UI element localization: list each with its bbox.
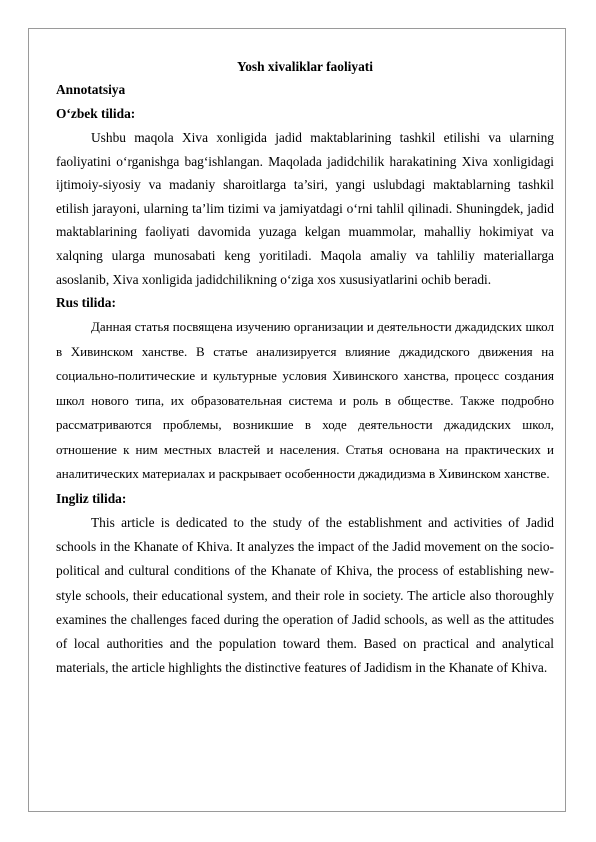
annotation-heading: Annotatsiya — [56, 82, 126, 97]
abstract-uzbek: Ushbu maqola Xiva xonligida jadid maktablarining tashkil etilishi va ularning faoliyatini o‘rganishga bag‘ishlangan. Maqolada jadidchilik harakatining Xiva xonligidagi ijtimoiy-siyosiy va madaniy sharoitlarga ta’siri, yangi uslubdagi maktablarning tashkil etilish jarayoni, ularning ta’lim tizimi va jamiyatdagi o‘rni tahlil qilinadi. Shuningdek, jadid maktablarining faoliyati davomida yuzaga kelgan muammolar, mahalliy hokimiyat va xalqning ularga munosabati keng yoritiladi. Maqola amaliy va tahliliy materiallarga asoslanib, Xiva xonligida jadidchilikning o‘ziga xos xususiyatlarini ochib beradi. — [56, 130, 554, 287]
section-label-russian: Rus tilida: — [56, 295, 116, 311]
document-body — [56, 57, 554, 681]
document-title: Yosh xivaliklar faoliyati — [237, 59, 373, 74]
abstract-english: This article is dedicated to the study of the establishment and activities of Jadid schools in the Khanate of Khiva. It analyzes the impact of the Jadid movement on the socio-political and cultural conditions of the Khanate of Khiva, the process of establishing new-style schools, their educational system, and their role in society. The article also thoroughly examines the challenges faced during the operation of Jadid schools, as well as the attitudes of local authorities and the population toward them. Based on practical and analytical materials, the article highlights the distinctive features of Jadidism in the Khanate of Khiva. — [56, 514, 554, 676]
abstract-russian: Данная статья посвящена изучению организации и деятельности джадидских школ в Хивинском ханстве. В статье анализируется влияние джадидского движения на социально-политические и культурные условия Хивинского ханства, процесс создания школ нового типа, их образовательная система и роль в обществе. Также подробно рассматриваются проблемы, возникшие в ходе деятельности джадидских школ, отношение к ним местных властей и населения. Статья основана на практических и аналитических материалах и раскрывает особенности джадидизма в Хивинском ханстве. — [56, 319, 554, 482]
section-label-uzbek: O‘zbek tilida: — [56, 106, 136, 121]
section-label-english: Ingliz tilida: — [56, 490, 127, 506]
